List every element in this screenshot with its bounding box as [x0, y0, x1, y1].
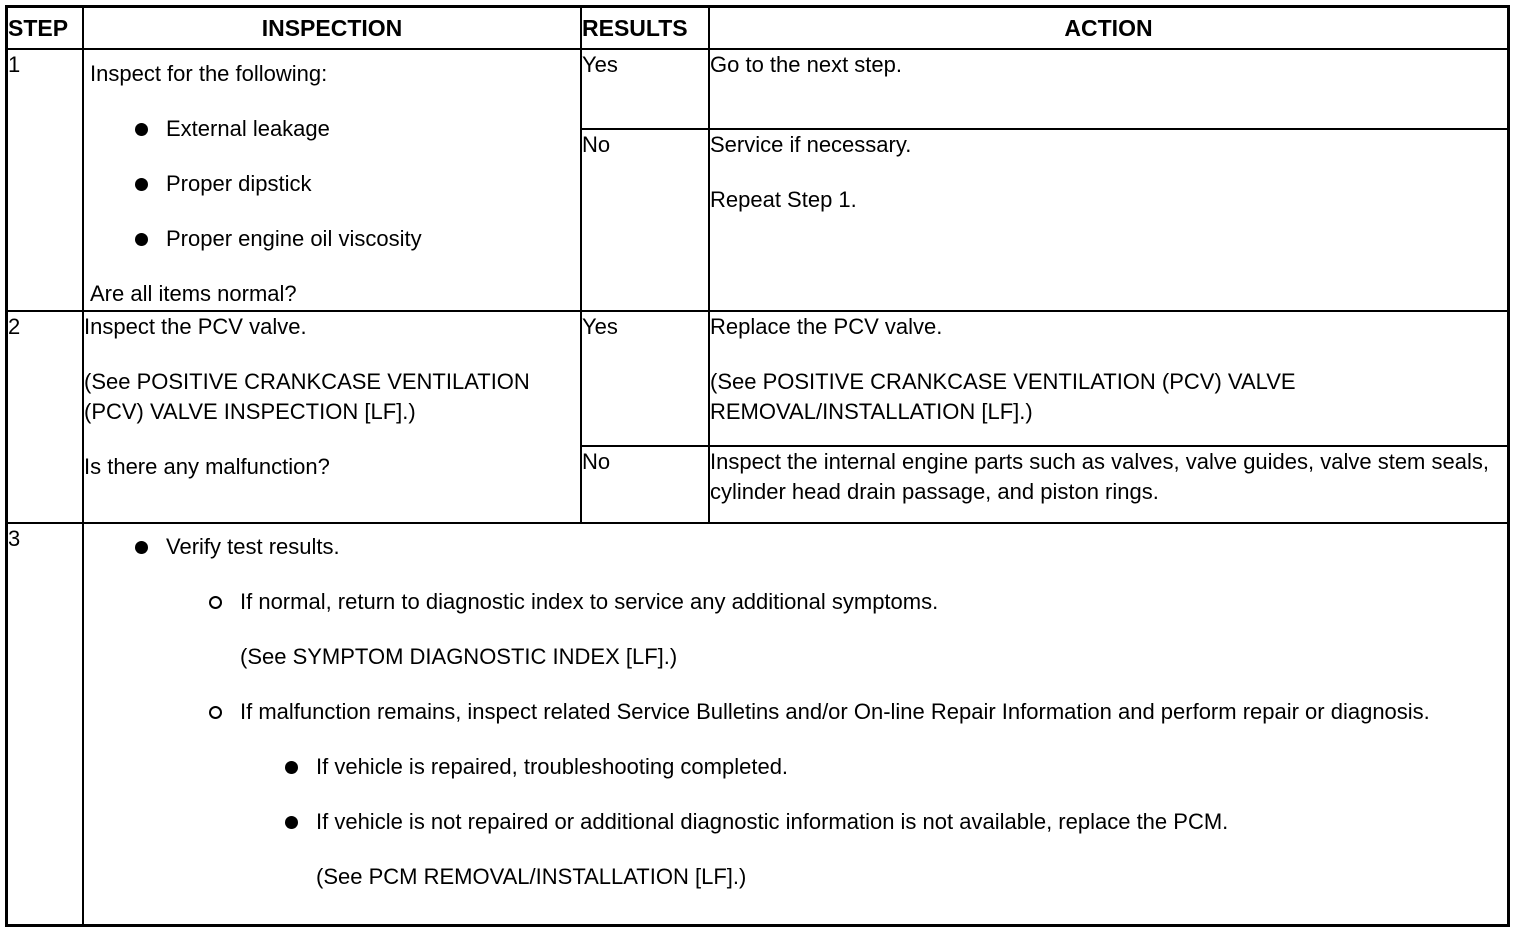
step-1-yes-action: Go to the next step.	[709, 49, 1508, 129]
bullet-icon	[135, 233, 148, 246]
step-1-item: Proper engine oil viscosity	[90, 224, 574, 254]
troubleshooting-table	[6, 6, 1509, 926]
step-2-yes-action: Replace the PCV valve. (See POSITIVE CRANKCASE VENTILATION (PCV) VALVE REMOVAL/INSTALLATION [LF].)	[709, 311, 1508, 446]
step-2-no-result: No	[581, 446, 709, 523]
step-3-verify: Verify test results.	[90, 532, 1501, 562]
header-inspection: INSPECTION	[83, 7, 581, 49]
step-2-number: 2	[7, 311, 83, 523]
step-3-number: 3	[7, 523, 83, 925]
bullet-icon	[285, 761, 298, 774]
step-3-remains: If malfunction remains, inspect related Service Bulletins and/or On-line Repair Information and perform repair or diagnosis.	[90, 697, 1501, 727]
step-3-not-repaired: If vehicle is not repaired or additional diagnostic information is not available, replace the PCM.	[90, 807, 1501, 837]
header-results: RESULTS	[581, 7, 709, 49]
step-2-question: Is there any malfunction?	[84, 454, 330, 479]
step-2-inspection	[83, 311, 581, 523]
bullet-icon	[135, 541, 148, 554]
step-2-ref: (See POSITIVE CRANKCASE VENTILATION (PCV) VALVE INSPECTION [LF].)	[84, 369, 530, 424]
step-3-normal-ref: (See SYMPTOM DIAGNOSTIC INDEX [LF].)	[240, 644, 678, 669]
step-3-content	[83, 523, 1508, 925]
header-action: ACTION	[709, 7, 1508, 49]
step-1-intro: Inspect for the following:	[90, 61, 328, 86]
step-1-yes-result: Yes	[581, 49, 709, 129]
step-3-normal: If normal, return to diagnostic index to service any additional symptoms.	[90, 587, 1501, 617]
hollow-bullet-icon	[209, 596, 222, 609]
step-1-inspection	[83, 49, 581, 311]
bullet-icon	[135, 123, 148, 136]
step-2-yes-result: Yes	[581, 311, 709, 446]
hollow-bullet-icon	[209, 706, 222, 719]
step-1-no-result: No	[581, 129, 709, 311]
bullet-icon	[285, 816, 298, 829]
bullet-icon	[135, 178, 148, 191]
step-3-pcm-ref: (See PCM REMOVAL/INSTALLATION [LF].)	[316, 864, 747, 889]
step-3-repaired: If vehicle is repaired, troubleshooting completed.	[90, 752, 1501, 782]
step-2-text: Inspect the PCV valve.	[84, 314, 307, 339]
header-step: STEP	[7, 7, 83, 49]
step-1-item: Proper dipstick	[90, 169, 574, 199]
step-1-no-action: Service if necessary. Repeat Step 1.	[709, 129, 1508, 311]
step-2-no-action: Inspect the internal engine parts such as valves, valve guides, valve stem seals, cylinder head drain passage, and piston rings.	[709, 446, 1508, 523]
step-1-number: 1	[7, 49, 83, 311]
step-1-item: External leakage	[90, 114, 574, 144]
step-1-question: Are all items normal?	[90, 281, 297, 306]
